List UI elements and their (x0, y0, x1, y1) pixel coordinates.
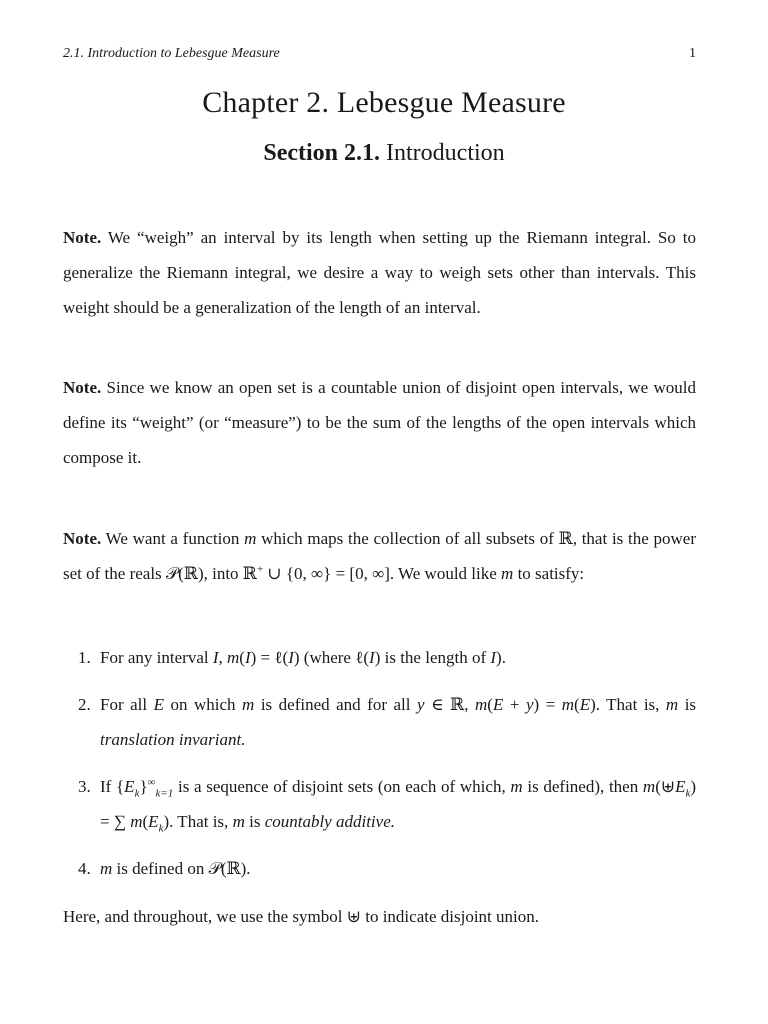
math-symbol: I (490, 648, 497, 667)
note-text: Since we know an open set is a countable union of disjoint open intervals, we would define its “weight” (or “measure”) to be the sum of the lengths of the open intervals which compose it. (63, 378, 697, 467)
math-symbol: m (227, 648, 240, 667)
text: ). That is, (163, 812, 229, 831)
text: ( (574, 695, 580, 714)
math-subscript: k=1 (155, 787, 174, 800)
text: For all (100, 695, 148, 714)
chapter-title: Chapter 2. Lebesgue Measure (202, 86, 566, 119)
list-body (100, 851, 696, 886)
note-text: We want a function (105, 529, 240, 548)
list-body (100, 769, 696, 839)
math-symbol: I (288, 648, 294, 667)
text: If { (100, 777, 125, 796)
text: ) is the length of (374, 648, 487, 667)
math-symbol: E (124, 777, 135, 796)
running-header (63, 46, 696, 66)
text: ). That is, (590, 695, 660, 714)
section-title (0, 140, 768, 167)
section-name: Introduction (386, 140, 505, 166)
list-item-4 (78, 851, 696, 886)
text: on which (170, 695, 236, 714)
closing-text: Here, and throughout, we use the symbol ⊎ to indicate disjoint union. (63, 907, 539, 926)
text: , (218, 648, 223, 667)
text: ) = (533, 695, 556, 714)
emphasis-text: translation invariant. (100, 730, 246, 749)
text: + (509, 695, 520, 714)
math-subscript: k (158, 822, 164, 835)
list-body (100, 640, 696, 675)
math-symbol: m (561, 695, 575, 714)
math-superscript: + (256, 563, 264, 576)
math-symbol: m (510, 777, 523, 796)
list-item-3 (78, 769, 696, 839)
math-symbol: m (642, 777, 656, 796)
math-subscript: k (134, 787, 140, 800)
emphasis-text: countably additive. (264, 812, 395, 831)
math-symbol: E (153, 695, 164, 714)
note-label: Note. (63, 378, 102, 397)
text: is (684, 695, 697, 714)
math-symbol: m (232, 812, 245, 831)
text: is defined), then (527, 777, 639, 796)
text: ) (where ℓ( (293, 648, 370, 667)
math-symbol: m (244, 529, 257, 548)
list-number: 2. (78, 695, 91, 714)
math-symbol: E (675, 777, 686, 796)
text: is defined and for all (260, 695, 411, 714)
text: ( (487, 695, 493, 714)
note-text: to satisfy: (517, 564, 585, 583)
list-number: 4. (78, 859, 91, 878)
math-symbol: I (369, 648, 375, 667)
list-item-2 (78, 687, 696, 757)
math-symbol: E (579, 695, 591, 714)
closing-paragraph (63, 899, 696, 934)
math-symbol: E (492, 695, 504, 714)
note-text: We “weigh” an interval by its length when setting up the Riemann integral. So to generalize the Riemann integral, we desire a way to weigh sets other than intervals. This weight should be a generalization of the length of an interval. (63, 228, 696, 317)
running-title: 2.1. Introduction to Lebesgue Measure (63, 46, 280, 61)
text: is (249, 812, 261, 831)
text: For any interval (100, 648, 209, 667)
note-paragraph-3 (63, 521, 696, 591)
text: ( (239, 648, 245, 667)
math-symbol: y (525, 695, 534, 714)
math-symbol: m (501, 564, 514, 583)
note-label: Note. (63, 529, 102, 548)
math-symbol: I (212, 648, 219, 667)
text: is a sequence of disjoint sets (on each of which, (177, 777, 506, 796)
text: (⊎ (655, 777, 676, 796)
note-paragraph-1 (63, 220, 696, 325)
math-symbol: I (244, 648, 251, 667)
list-number: 3. (78, 777, 91, 796)
text: ∈ ℝ, (431, 695, 469, 714)
math-symbol: y (416, 695, 425, 714)
note-text: which maps the collection of all subsets of ℝ, that is the power set of the reals 𝒫(ℝ), into ℝ (63, 529, 696, 583)
math-symbol: m (100, 859, 113, 878)
math-symbol: m (475, 695, 488, 714)
list-number: 1. (78, 648, 91, 667)
page-number: 1 (689, 46, 696, 61)
text: ) = ℓ( (250, 648, 289, 667)
text: ( (142, 812, 149, 831)
list-body (100, 687, 696, 757)
math-subscript: k (685, 787, 691, 800)
text: ). (496, 648, 506, 667)
list-item-1 (78, 640, 696, 675)
math-symbol: E (148, 812, 159, 831)
math-symbol: m (130, 812, 143, 831)
text: } (139, 777, 148, 796)
note-text: ∪ {0, ∞} = [0, ∞]. We would like (267, 564, 497, 583)
section-number: Section 2.1. (263, 140, 381, 166)
text: ) = ∑ (100, 777, 697, 831)
note-label: Note. (63, 228, 102, 247)
text: is defined on 𝒫(ℝ). (116, 859, 251, 878)
math-symbol: m (665, 695, 679, 714)
math-symbol: m (242, 695, 255, 714)
note-paragraph-2 (63, 370, 696, 475)
math-superscript: ∞ (147, 776, 156, 789)
